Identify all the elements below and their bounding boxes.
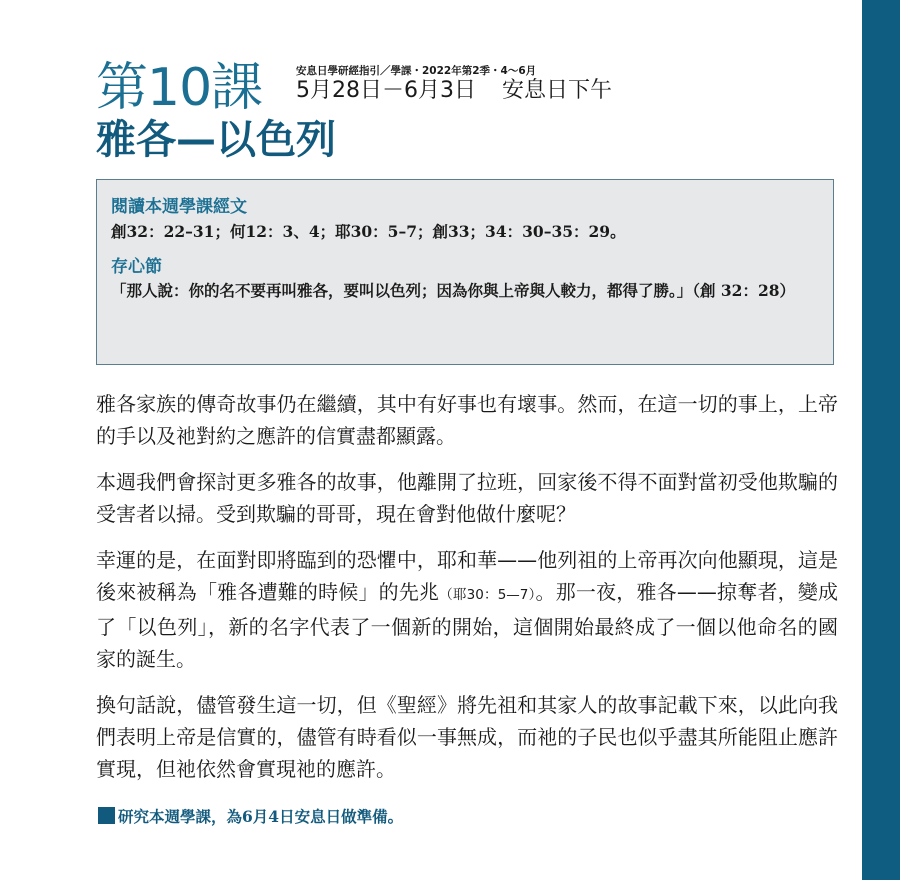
- paragraph-4: 換句話說，儘管發生這一切，但《聖經》將先祖和其家人的故事記載下來，以此向我們表明上帝是信實的，儘管有時看似一事無成，而祂的子民也似乎盡其所能阻止應許實現，但祂依然會實現祂的應許。: [96, 693, 838, 781]
- reading-heading: 閱讀本週學課經文: [111, 197, 247, 217]
- lesson-header: [96, 58, 856, 168]
- reading-references: 創32：22–31；何12：3、4；耶30：5–7；創33；34：30–35：29。: [111, 222, 626, 241]
- series-info: 安息日學研經指引／學課・2022年第2季・4〜6月: [296, 65, 537, 77]
- square-bullet-icon: [98, 807, 115, 824]
- scripture-reference: （耶30：5—7）: [439, 587, 536, 603]
- paragraph-3-text-b: 。那一夜，雅各——掠奪者，變成了「以色列」，新的名字代表了一個新的開始，這個開始最終成了一個以他命名的國家的誕生。: [96, 580, 839, 671]
- study-note: [98, 806, 403, 828]
- day-label: 安息日下午: [502, 78, 613, 103]
- lesson-number: 第10課: [96, 58, 263, 118]
- paragraph-3: [96, 544, 838, 675]
- study-note-text: 研究本週學課，為6月4日安息日做準備。: [118, 807, 404, 826]
- lesson-body: [96, 388, 838, 799]
- date-range: 5月28日－6月3日: [296, 78, 476, 103]
- lesson-meta: [296, 65, 612, 104]
- paragraph-2: 本週我們會探討更多雅各的故事，他離開了拉班，回家後不得不面對當初受他欺騙的受害者以掃。受到欺騙的哥哥，現在會對他做什麼呢？: [96, 470, 838, 526]
- reading-box: [96, 179, 834, 365]
- memory-verse: 「那人說：你的名不要再叫雅各，要叫以色列；因為你與上帝與人較力，都得了勝。」（創 32：28）: [111, 281, 796, 300]
- memory-verse-heading: 存心節: [111, 257, 162, 277]
- paragraph-1: 雅各家族的傳奇故事仍在繼續，其中有好事也有壞事。然而，在這一切的事上，上帝的手以及祂對約之應許的信實盡都顯露。: [96, 392, 838, 448]
- side-color-bar: [862, 0, 900, 880]
- paragraph-3-text-a: 幸運的是，在面對即將臨到的恐懼中，耶和華——他列祖的上帝再次向他顯現，這是後來被稱為「雅各遭難的時候」的先兆: [96, 548, 838, 604]
- lesson-title: 雅各—以色列: [96, 117, 336, 163]
- date-line: [296, 78, 612, 104]
